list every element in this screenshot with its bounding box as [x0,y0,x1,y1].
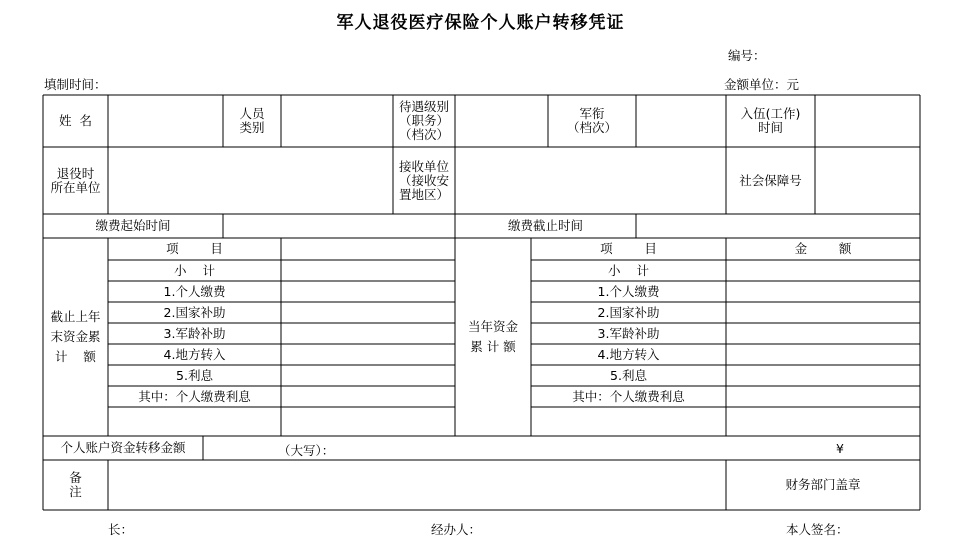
left-item-personal-interest: 其中：个人缴费利息 [138,388,251,404]
receiving-unit-label: 接收单位 （接收安 置地区） [398,158,449,202]
enlist-time-label: 入伍(工作) 时间 [740,106,801,135]
treatment-level-label: 待遇级别 （职务） （档次） [398,99,449,142]
right-item-subtotal: 小 计 [608,262,649,278]
right-item-interest: 5.利息 [610,367,647,383]
personnel-category-field[interactable] [281,95,393,147]
right-item-state-subsidy: 2.国家补助 [597,304,660,320]
remarks-label: 备 注 [69,470,82,499]
left-item-local-transfer: 4.地方转入 [163,346,226,362]
payment-end-label: 缴费截止时间 [507,218,583,233]
current-year-cumulative-label: 当年资金 累 计 额 [467,319,518,354]
personnel-category-label: 人员 类别 [239,106,265,135]
left-item-service-subsidy: 3.军龄补助 [163,325,226,341]
payment-start-label: 缴费起始时间 [95,218,171,233]
left-item-state-subsidy: 2.国家补助 [163,304,226,320]
fill-time-label: 填制时间： [44,77,107,92]
right-item-local-transfer: 4.地方转入 [597,346,660,362]
right-item-service-subsidy: 3.军龄补助 [597,325,660,341]
number-label: 编号： [728,48,766,63]
social-security-label: 社会保障号 [739,172,802,188]
receiving-unit-field[interactable] [455,147,726,214]
name-label: 姓 名 [59,113,92,128]
amount-header: 金 额 [794,241,852,256]
prior-year-cumulative-label: 截止上年 末资金累 计 额 [50,309,101,364]
currency-symbol: ¥ [836,441,844,456]
signature-label: 本人签名： [786,522,849,537]
left-item-interest: 5.利息 [176,367,213,383]
finance-stamp-label: 财务部门盖章 [785,477,861,492]
enlist-time-field[interactable] [815,95,920,147]
social-security-field[interactable] [815,147,920,214]
left-item-header: 项 目 [166,241,223,256]
document-title: 军人退役医疗保险个人账户转移凭证 [336,13,625,33]
handler-label: 经办人： [431,522,482,537]
right-item-header: 项 目 [600,241,657,256]
rank-label: 军衔 （档次） [566,106,617,135]
payment-end-field[interactable] [636,214,920,238]
payment-start-field[interactable] [223,214,455,238]
left-item-subtotal: 小 计 [174,262,215,278]
retirement-unit-label: 退役时 所在单位 [50,165,101,195]
capital-amount-label: （大写）： [278,443,335,458]
rank-field[interactable] [636,95,726,147]
remarks-field[interactable] [108,460,726,510]
amount-unit-label: 金额单位：元 [724,77,800,92]
left-item-personal-payment: 1.个人缴费 [163,283,226,299]
treatment-level-field[interactable] [455,95,548,147]
chief-label: 长： [108,522,134,537]
name-field[interactable] [108,95,223,147]
right-item-personal-interest: 其中：个人缴费利息 [572,388,685,404]
retirement-unit-field[interactable] [108,147,393,214]
transfer-amount-label: 个人账户资金转移金额 [60,440,186,455]
right-item-personal-payment: 1.个人缴费 [597,283,660,299]
